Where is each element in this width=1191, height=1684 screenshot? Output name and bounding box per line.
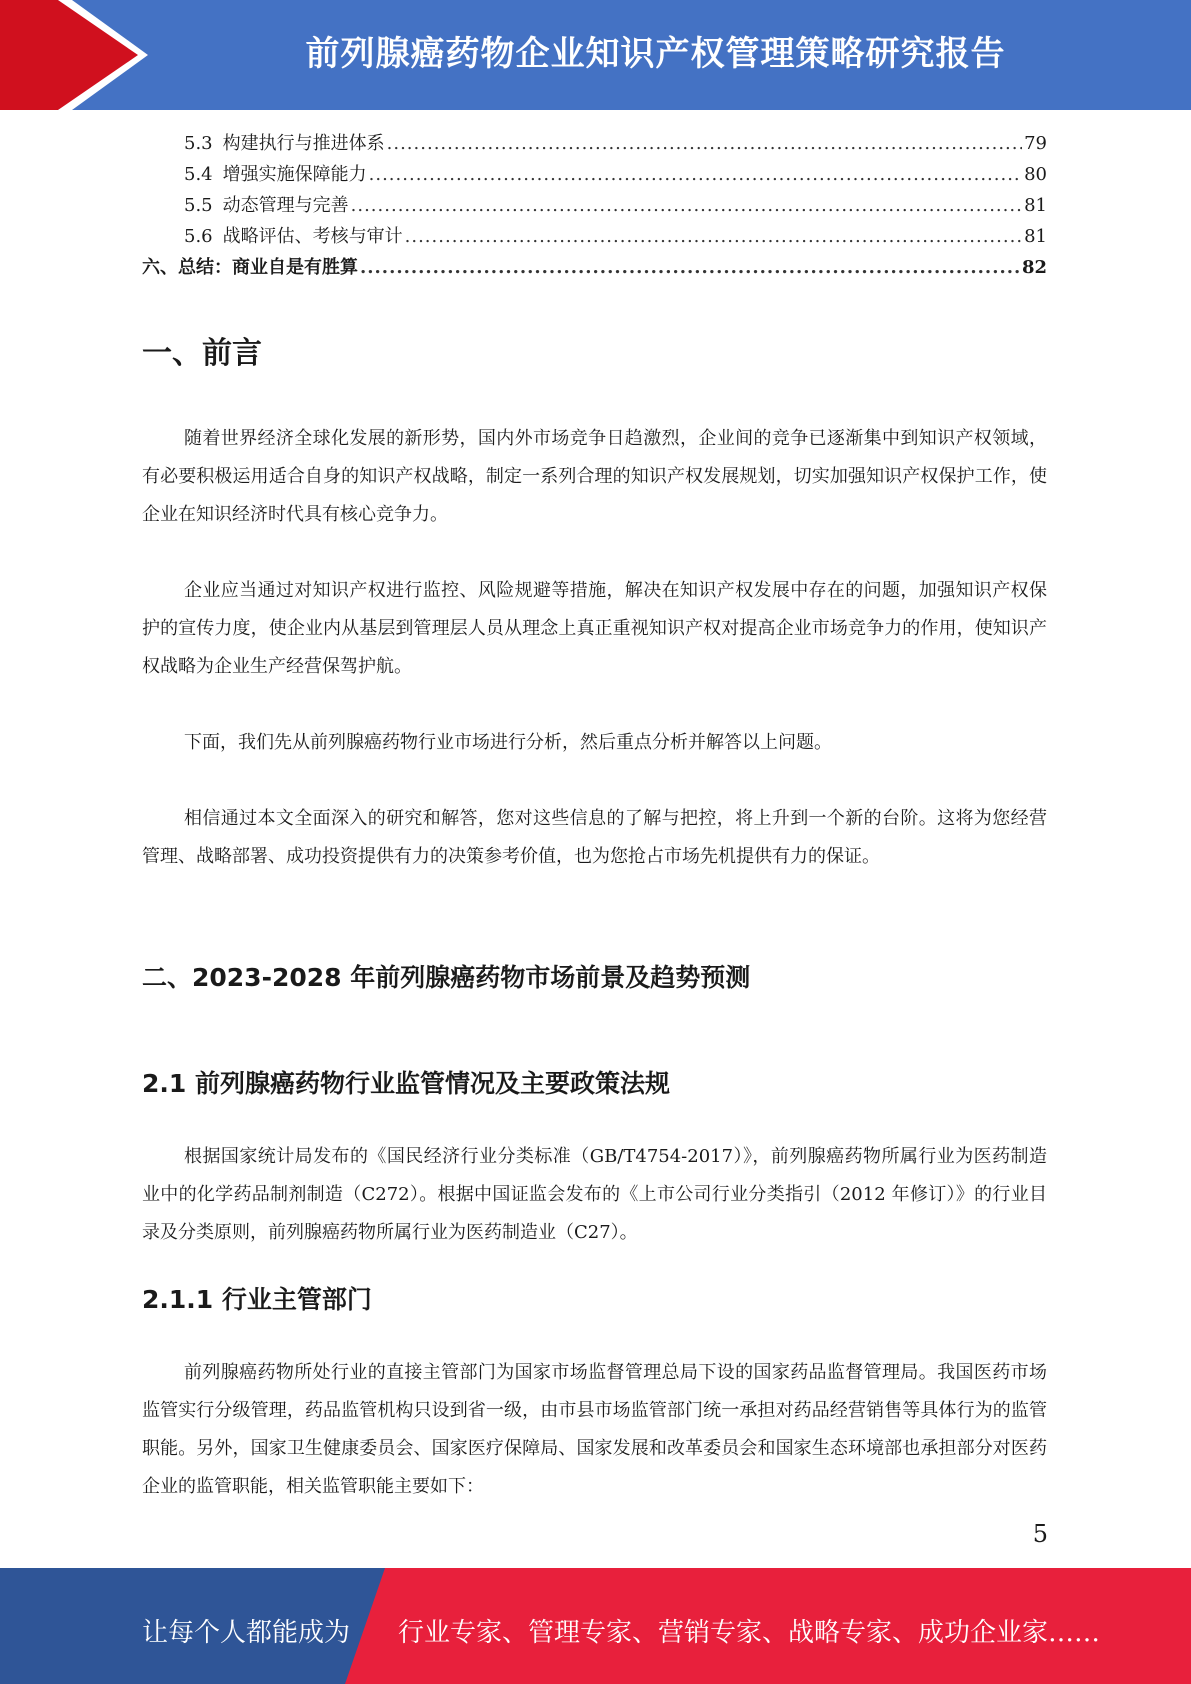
section-heading-market-forecast: 二、2023-2028 年前列腺癌药物市场前景及趋势预测 (142, 963, 751, 992)
toc-entry-title: 增强实施保障能力 (222, 164, 367, 185)
toc-entry[interactable] (142, 159, 1047, 190)
toc-entry-page: 80 (1024, 164, 1047, 185)
table-of-contents (142, 128, 1047, 283)
page-number: 5 (1032, 1520, 1048, 1548)
body-paragraph: 下面，我们先从前列腺癌药物行业市场进行分析，然后重点分析并解答以上问题。 (184, 732, 832, 753)
toc-entry[interactable] (142, 221, 1047, 252)
toc-entry-title: 构建执行与推进体系 (222, 133, 385, 154)
toc-entry-number: 5.3 (184, 133, 213, 154)
body-paragraph: 企业应当通过对知识产权进行监控、风险规避等措施，解决在知识产权发展中存在的问题，加强知识产权保护的宣传力度，使企业内从基层到管理层人员从理念上真正重视知识产权对提高企业市场竞争力的作用，使知识产权战略为企业生产经营保驾护航。 (142, 580, 1047, 677)
page-header (0, 0, 1191, 110)
toc-entry-title: 六、总结：商业自是有胜算 (142, 257, 358, 278)
body-paragraph: 前列腺癌药物所处行业的直接主管部门为国家市场监督管理总局下设的国家药品监督管理局。我国医药市场监管实行分级管理，药品监管机构只设到省一级，由市县市场监管部门统一承担对药品经营销售等具体行为的监管职能。另外，国家卫生健康委员会、国家医疗保障局、国家发展和改革委员会和国家生态环境部也承担部分对医药企业的监管职能，相关监管职能主要如下： (142, 1362, 1047, 1497)
page-content (142, 128, 1047, 1497)
toc-entry-page: 79 (1024, 133, 1047, 154)
section-heading-preface: 一、前言 (142, 336, 262, 371)
toc-entry-title: 战略评估、考核与审计 (222, 226, 403, 247)
report-title: 前列腺癌药物企业知识产权管理策略研究报告 (305, 34, 1006, 74)
toc-entry-page: 81 (1024, 226, 1047, 247)
toc-entry-page: 82 (1021, 257, 1047, 278)
body-paragraph: 根据国家统计局发布的《国民经济行业分类标准（GB/T4754-2017）》，前列腺癌药物所属行业为医药制造业中的化学药品制剂制造（C272）。根据中国证监会发布的《上市公司行业分类指引（2012 年修订）》的行业目录及分类原则，前列腺癌药物所属行业为医药制造业（C27）。 (142, 1146, 1047, 1243)
footer-slogan-left: 让每个人都能成为 (142, 1618, 351, 1648)
toc-entry-number: 5.4 (184, 164, 213, 185)
toc-leader-dots (351, 190, 1022, 221)
toc-leader-dots (369, 159, 1022, 190)
page-footer (0, 1568, 1191, 1684)
toc-leader-dots (405, 221, 1022, 252)
subsection-heading-authorities: 2.1.1 行业主管部门 (142, 1285, 372, 1314)
subsection-heading-regulation: 2.1 前列腺癌药物行业监管情况及主要政策法规 (142, 1069, 670, 1098)
toc-entry-number: 5.6 (184, 226, 213, 247)
toc-entry[interactable] (142, 128, 1047, 159)
toc-entry-title: 动态管理与完善 (222, 195, 349, 216)
toc-entry-page: 81 (1024, 195, 1047, 216)
toc-entry[interactable] (142, 190, 1047, 221)
body-paragraph: 随着世界经济全球化发展的新形势，国内外市场竞争日趋激烈，企业间的竞争已逐渐集中到知识产权领域，有必要积极运用适合自身的知识产权战略，制定一系列合理的知识产权发展规划，切实加强知识产权保护工作，使企业在知识经济时代具有核心竞争力。 (142, 428, 1047, 525)
toc-leader-dots (360, 252, 1020, 283)
toc-entry[interactable] (142, 252, 1047, 283)
toc-leader-dots (387, 128, 1022, 159)
footer-slogan-right: 行业专家、管理专家、营销专家、战略专家、成功企业家…… (398, 1618, 1101, 1648)
body-paragraph: 相信通过本文全面深入的研究和解答，您对这些信息的了解与把控，将上升到一个新的台阶。这将为您经营管理、战略部署、成功投资提供有力的决策参考价值，也为您抢占市场先机提供有力的保证。 (142, 808, 1047, 867)
toc-entry-number: 5.5 (184, 195, 213, 216)
